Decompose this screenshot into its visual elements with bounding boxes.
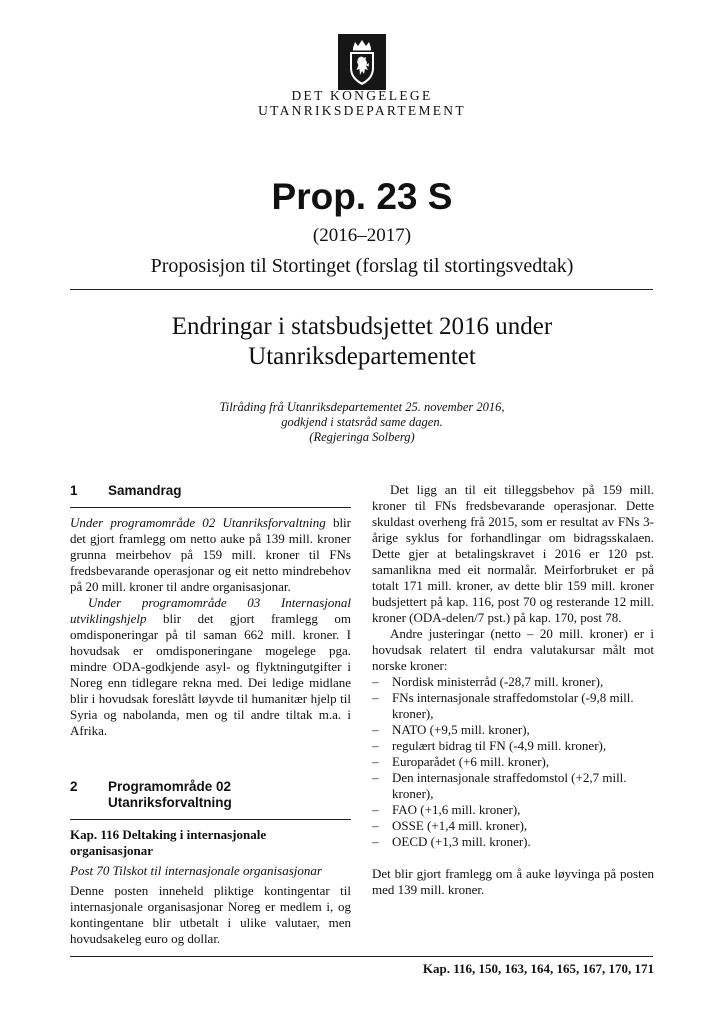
department-name-line2: UTANRIKSDEPARTEMENT (258, 103, 466, 118)
list-item-text: FNs internasjonale straffedomstolar (-9,8 mill. kroner), (392, 690, 634, 721)
list-dash: – (372, 770, 379, 785)
chapter-heading-line1: Kap. 116 Deltaking i internasjonale (70, 827, 267, 842)
section-number: 2 (70, 779, 78, 794)
list-dash: – (372, 754, 379, 769)
chapter-references: Kap. 116, 150, 163, 164, 165, 167, 170, 171 (422, 961, 654, 976)
chapter-heading-line2: organisasjonar (70, 843, 154, 858)
recommendation-note (150, 400, 574, 445)
left-column (70, 482, 351, 947)
recommendation-line1: Tilråding frå Utanriksdepartementet 25. november 2016, (219, 400, 505, 414)
adjustments-list (372, 674, 654, 850)
summary-paragraph-1-lead: Under programområde 02 Utanriksforvaltning (70, 515, 326, 530)
list-item (372, 818, 654, 834)
list-dash: – (372, 834, 379, 849)
list-item (372, 738, 654, 754)
footer-divider (70, 956, 653, 957)
section-divider (70, 819, 351, 820)
list-dash: – (372, 722, 379, 737)
list-dash: – (372, 690, 379, 705)
list-dash: – (372, 802, 379, 817)
list-item-text: OSSE (+1,4 mill. kroner), (392, 818, 528, 833)
right-column (372, 482, 654, 898)
list-item (372, 722, 654, 738)
summary-paragraph-2-body: blir det gjort framlegg om omdisponeringar på til saman 662 mill. kroner. I hovudsak er omdisponeringane mogelege pga. mindre ODA-godkjende asyl- og flyktningutgifter i Noreg enn tidlegare rekna med. Dei ledige midlane blir i hovudsak foreslått løyvde til humanitær hjelp til Syria og nabolanda, men og til andre tiltak m.a. i Afrika. (70, 611, 351, 738)
list-item (372, 690, 654, 722)
section-title-line2: Utanriksforvaltning (108, 795, 232, 810)
session-years: (2016–2017) (312, 225, 412, 246)
list-item-text: regulært bidrag til FN (-4,9 mill. kroner), (392, 738, 607, 753)
list-item (372, 674, 654, 690)
document-title-line2: Utanriksdepartementet (248, 343, 476, 370)
list-dash: – (372, 674, 379, 689)
summary-paragraph-1 (70, 515, 351, 595)
summary-paragraph-1-body: blir det gjort framlegg om netto auke på 139 mill. kroner grunna meirbehov på 159 mill. kroner til FNs fredsbevarande operasjonar og eit netto mindrebehov på 20 mill. kroner til andre organisasjonar. (70, 515, 351, 594)
summary-paragraph-2-lead: Under programområde 03 Internasjonal utviklingshjelp (70, 595, 351, 626)
header-divider (70, 289, 653, 290)
list-dash: – (372, 818, 379, 833)
section-heading-2 (70, 778, 351, 811)
section-title-line1: Programområde 02 (108, 779, 232, 794)
post-heading: Post 70 Tilskot til internasjonale organisasjonar (70, 863, 322, 878)
section-divider (70, 507, 351, 508)
section-heading-1 (70, 482, 351, 499)
list-item-text: OECD (+1,3 mill. kroner). (392, 834, 531, 849)
section-title (108, 779, 351, 811)
section-number: 1 (70, 483, 78, 498)
list-item-text: Nordisk ministerråd (-28,7 mill. kroner), (392, 674, 604, 689)
proposition-number: Prop. 23 S (271, 176, 453, 217)
proposal-paragraph: Det blir gjort framlegg om å auke løyvinga på posten med 139 mill. kroner. (372, 866, 654, 897)
recommendation-line2: godkjend i statsråd same dagen. (281, 415, 443, 429)
list-item-text: Europarådet (+6 mill. kroner), (392, 754, 550, 769)
document-title (100, 312, 624, 372)
list-dash: – (372, 738, 379, 753)
adjustments-paragraph: Andre justeringar (netto – 20 mill. kroner) er i hovudsak relatert til endra valutakursar målt mot norske kroner: (372, 626, 654, 673)
list-item-text: Den internasjonale straffedomstol (+2,7 mill. kroner), (392, 770, 627, 801)
summary-paragraph-2 (70, 595, 351, 739)
peacekeeping-paragraph: Det ligg an til eit tilleggsbehov på 159 mill. kroner til FNs fredsbevarande operasjonar. Dette skuldast overheng frå 2015, som er resultat av FNs 3-årige syklus for forhandlingar om bidragsskalaen. Dette gjer at betalingskravet i 2016 er 120 pst. samanlikna med eit normalår. Meirforbruket er på totalt 171 mill. kroner, av dette blir 159 mill. kroner budsjettert på kap. 116, post 70 og resterande 12 mill. kroner (ODA-delen/7 pst.) på kap. 170, post 78. (372, 482, 654, 625)
section-title: Samandrag (108, 483, 182, 498)
list-item (372, 770, 654, 802)
proposition-type: Proposisjon til Stortinget (forslag til stortingsvedtak) (150, 255, 574, 277)
norwegian-coat-of-arms-icon (338, 34, 386, 90)
list-item (372, 802, 654, 818)
recommendation-line3: (Regjeringa Solberg) (309, 430, 415, 444)
list-item (372, 834, 654, 850)
list-item-text: FAO (+1,6 mill. kroner), (392, 802, 521, 817)
post-body: Denne posten inneheld pliktige kontingentar til internasjonale organisasjonar Noreg er medlem i, og kontingentane blir utbetalt i ulike valutaer, men hovudsakeleg euro og dollar. (70, 883, 351, 946)
department-name-line1: DET KONGELEGE (291, 88, 433, 103)
list-item (372, 754, 654, 770)
list-item-text: NATO (+9,5 mill. kroner), (392, 722, 530, 737)
document-title-line1: Endringar i statsbudsjettet 2016 under (171, 313, 553, 340)
chapter-heading (70, 827, 351, 859)
